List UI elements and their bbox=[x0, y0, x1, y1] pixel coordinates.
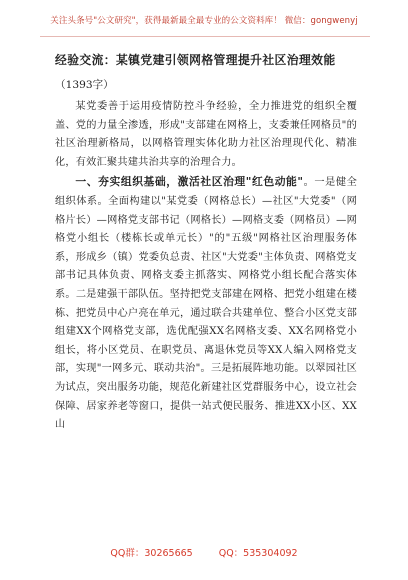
document-body bbox=[55, 98, 357, 435]
section-1-heading: 一、夯实组织基础，激活社区治理"红色动能" bbox=[75, 175, 304, 189]
section-1-body: 。一是健全组织体系。全面构建以"某党委（网格总长）—社区"大党委"（网格片长）—网格党支部书记（网格长）—网格支委（网格员）—网格党小组长（楼栋长或单元长）"的"五级"网格社区治理服务体系，形成乡（镇）党委负总责、社区"大党委"主体负责、网格党支部书记具体负责、网格支委主抓落实、网格党小组长配合落实体系。二是建强干部队伍。坚持把党支部建在网格、把党小组建在楼栋、把党员中心户亮在单元，通过联合共建单位、整合小区党支部组建XX个网格党支部，选优配强XX名网格支委、XX名网格党小组长，将小区党员、在职党员、离退休党员等XX人编入网格党支部，实现"一网多元、联动共治"。三是拓展阵地功能。以翠园社区为试点，突出服务功能，规范化新建社区党群服务中心，设立社会保障、居家养老等窗口，提供一站式便民服务、推进XX小区、XX山 bbox=[55, 177, 358, 431]
footer-qq: QQ：535304092 bbox=[218, 548, 298, 559]
intro-paragraph: 某党委善于运用疫情防控斗争经验，全力推进党的组织全覆盖、党的力量全渗透，形成"支部建在网格上，支委兼任网格员"的社区治理新格局，以网格管理实体化助力社区治理现代化、精准化，有效汇聚共建共治共享的治理合力。 bbox=[55, 101, 357, 168]
section-1-paragraph bbox=[55, 173, 357, 434]
header-banner: 关注头条号"公文研究"，获得最新最全最专业的公文资料库！ 微信：gongwenyj bbox=[50, 16, 358, 26]
document-title: 经验交流：某镇党建引领网格管理提升社区治理效能 bbox=[55, 53, 336, 67]
footer-qq-group: QQ群：30265665 bbox=[110, 548, 193, 559]
header-divider bbox=[40, 36, 370, 37]
footer-contact bbox=[0, 545, 408, 559]
word-count: （1393字） bbox=[55, 79, 114, 91]
